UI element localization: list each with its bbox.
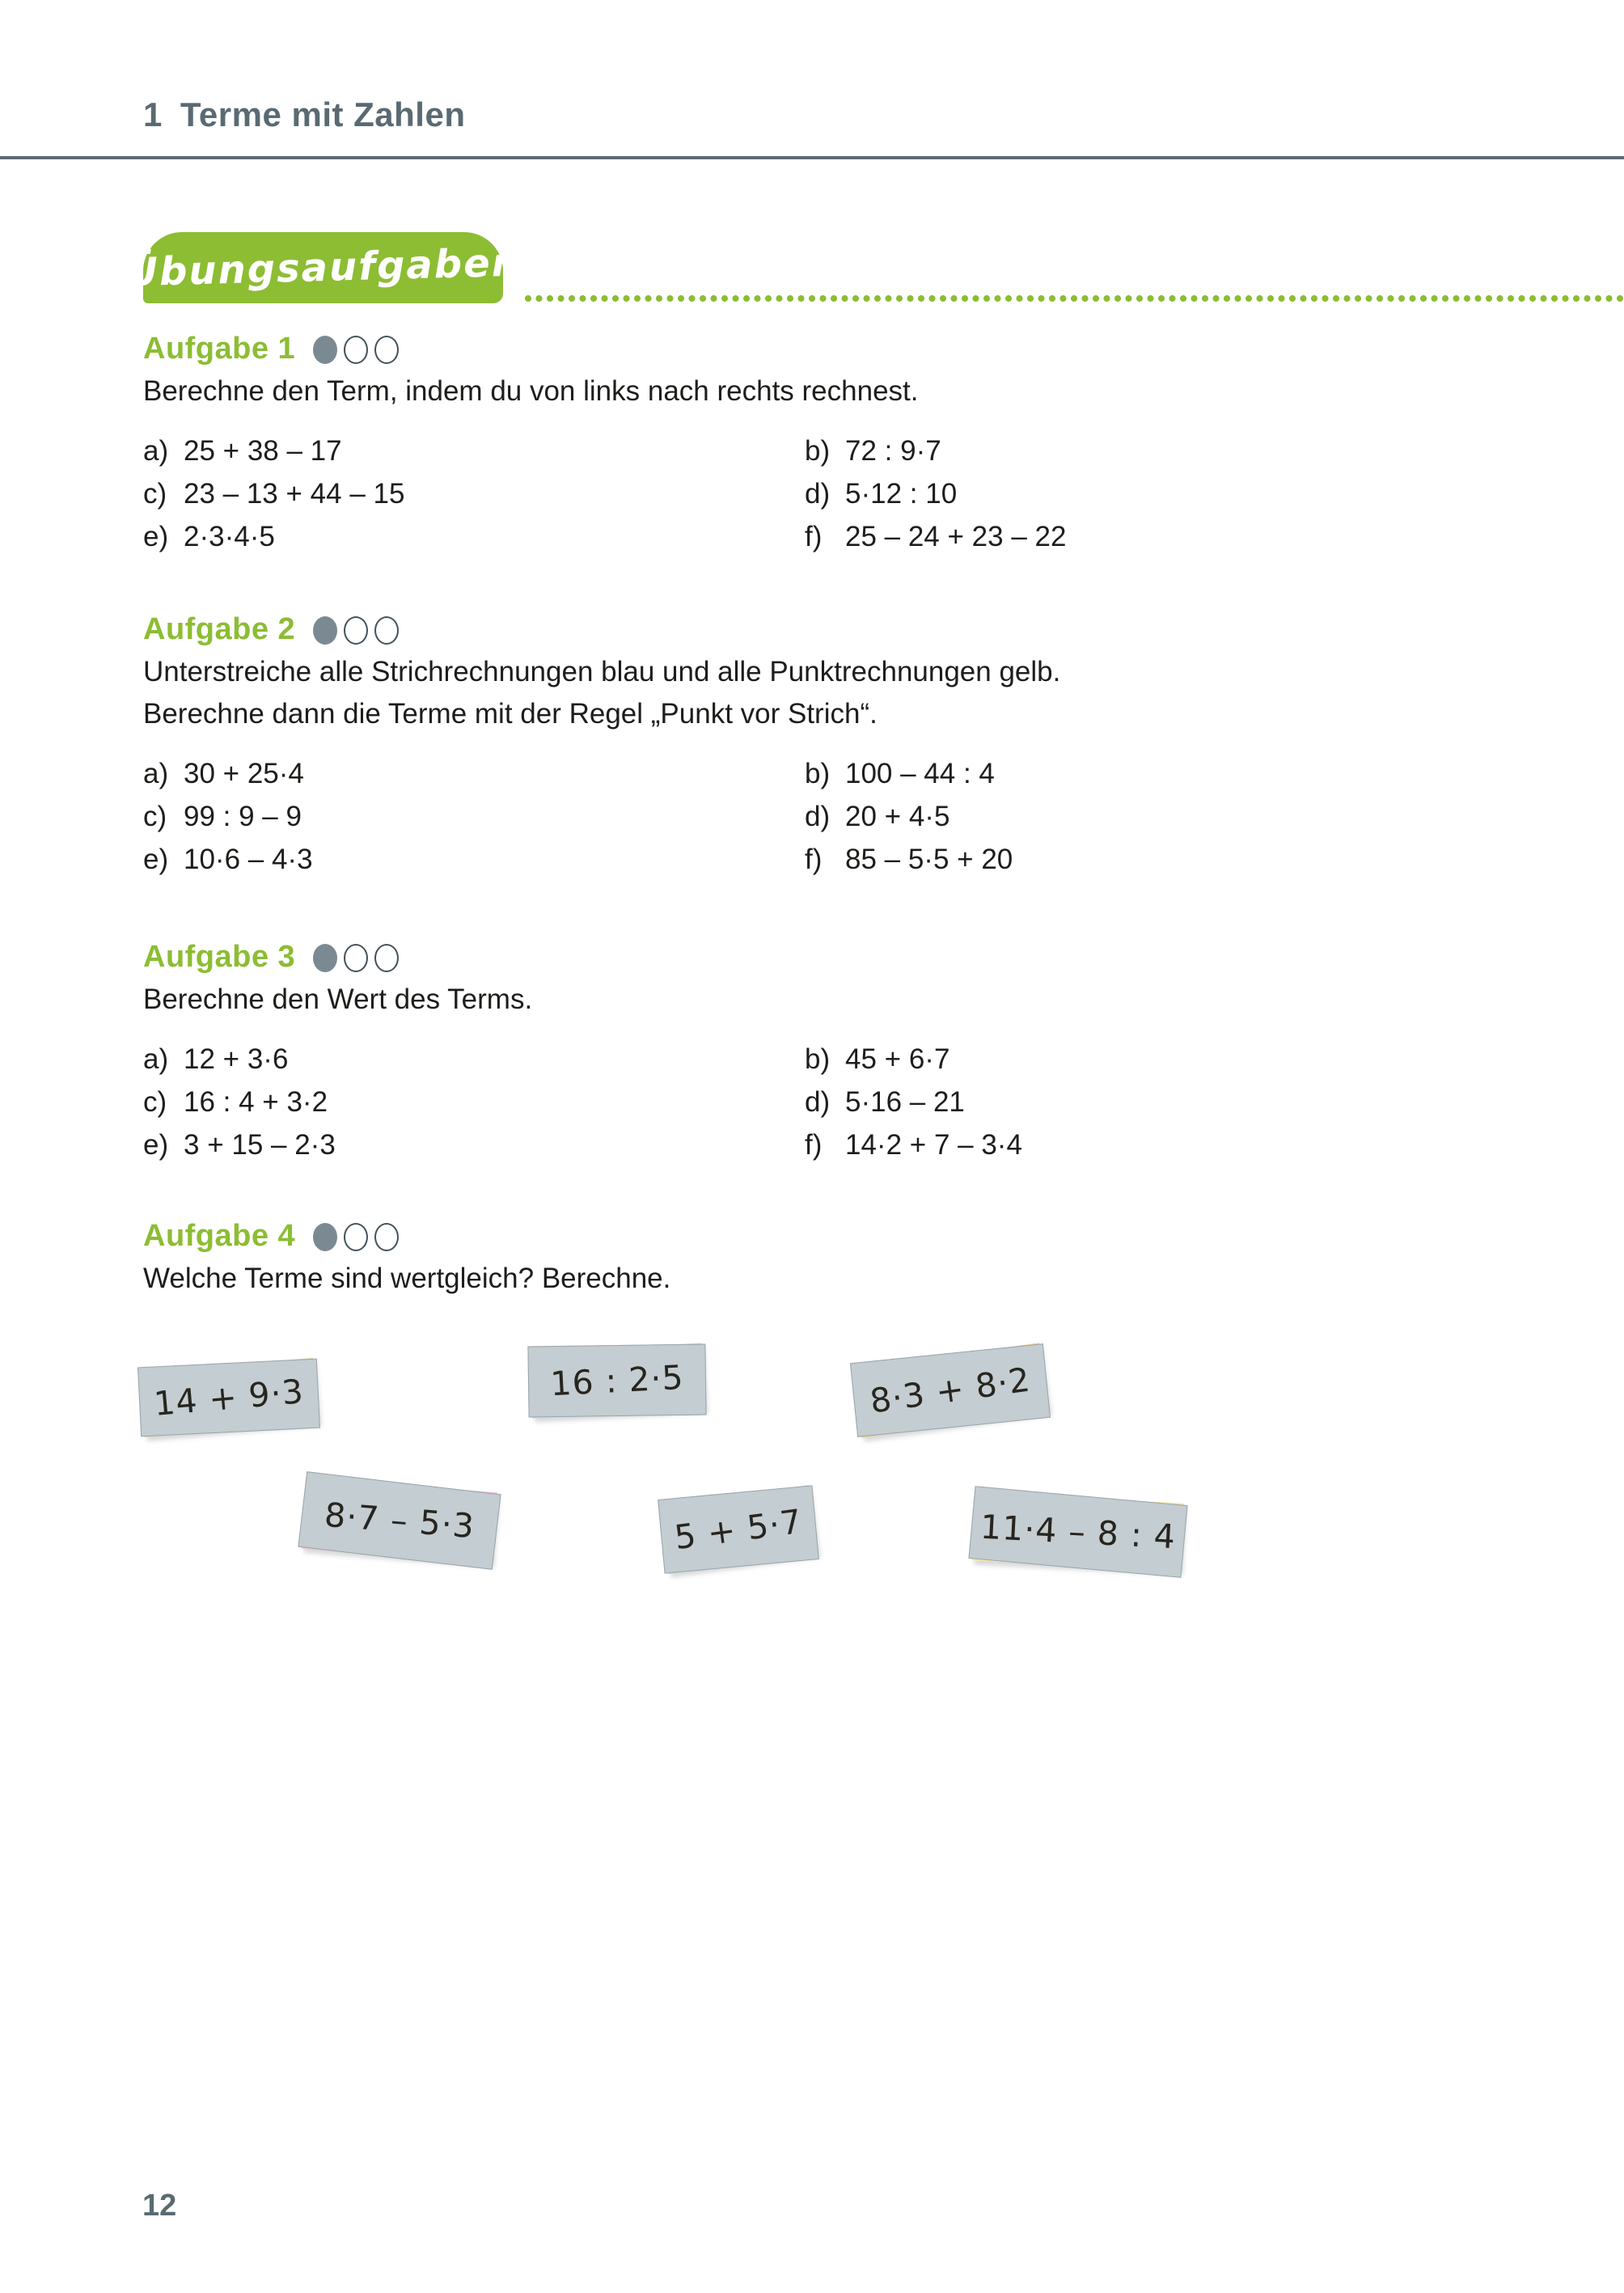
difficulty-rating	[307, 616, 399, 645]
item-expression: 85 – 5·5 + 20	[845, 844, 1013, 875]
item-expression: 2·3·4·5	[184, 521, 275, 552]
difficulty-circle	[374, 944, 399, 972]
task-item	[143, 437, 805, 465]
task-instruction: Berechne dann die Terme mit der Regel „Punkt vor Strich“.	[143, 698, 878, 730]
task-item	[805, 437, 1551, 465]
page-number: 12	[142, 2189, 177, 2223]
term-tile-purple: 5 + 5·7	[659, 1485, 818, 1574]
dotted-divider	[524, 294, 1624, 302]
item-expression: 25 – 24 + 23 – 22	[845, 521, 1067, 552]
item-expression: 25 + 38 – 17	[184, 435, 342, 467]
item-label: f)	[805, 1129, 823, 1161]
task-items	[143, 1045, 1551, 1159]
task-item	[143, 480, 805, 508]
item-label: c)	[143, 478, 167, 510]
task-item	[805, 759, 1551, 788]
item-expression: 5·16 – 21	[845, 1086, 965, 1118]
item-label: c)	[143, 1086, 167, 1118]
term-tile-blue: 16 : 2·5	[529, 1343, 705, 1418]
item-label: d)	[805, 478, 831, 510]
item-expression: 23 – 13 + 44 – 15	[184, 478, 405, 510]
difficulty-circle	[313, 944, 337, 972]
task-title: Aufgabe 1	[143, 331, 296, 366]
item-expression: 30 + 25·4	[184, 758, 304, 789]
item-expression: 16 : 4 + 3·2	[184, 1086, 328, 1118]
item-expression: 14·2 + 7 – 3·4	[845, 1129, 1022, 1161]
item-label: f)	[805, 844, 823, 875]
item-expression: 10·6 – 4·3	[184, 844, 313, 875]
task-head	[143, 330, 1551, 367]
difficulty-circle	[344, 944, 368, 972]
difficulty-rating	[307, 944, 399, 972]
task-instruction: Welche Terme sind wertgleich? Berechne.	[143, 1263, 671, 1294]
difficulty-circle	[344, 616, 368, 645]
uebungsaufgaben-badge	[125, 232, 522, 303]
task-head	[143, 1217, 1551, 1254]
term-tile-yellow: 11·4 – 8 : 4	[972, 1492, 1184, 1571]
task-items	[143, 759, 1551, 874]
task-instruction: Berechne den Wert des Terms.	[143, 984, 533, 1015]
task-instruction: Unterstreiche alle Strichrechnungen blau und alle Punktrechnungen gelb.	[143, 656, 1061, 687]
task-item	[805, 480, 1551, 508]
badge-label: Übungsaufgaben	[125, 239, 522, 296]
difficulty-rating	[307, 1223, 399, 1251]
task-item	[805, 522, 1551, 551]
task-item	[143, 1088, 805, 1116]
item-label: e)	[143, 844, 169, 875]
item-expression: 100 – 44 : 4	[845, 758, 995, 789]
term-tile-pink: 8·7 – 5·3	[302, 1478, 497, 1563]
task-item	[805, 845, 1551, 874]
difficulty-circle	[374, 1223, 399, 1251]
item-label: b)	[805, 435, 831, 467]
item-label: a)	[143, 435, 169, 467]
task-item	[805, 1088, 1551, 1116]
task-item	[805, 1131, 1551, 1159]
difficulty-circle	[344, 1223, 368, 1251]
item-expression: 3 + 15 – 2·3	[184, 1129, 336, 1161]
item-label: b)	[805, 1043, 831, 1075]
task-aufgabe-4	[143, 1217, 1551, 1300]
difficulty-circle	[313, 616, 337, 645]
task-head	[143, 611, 1551, 648]
item-expression: 12 + 3·6	[184, 1043, 289, 1075]
task-title: Aufgabe 2	[143, 611, 296, 646]
task-aufgabe-3	[143, 938, 1551, 1159]
task-item	[143, 1131, 805, 1159]
header-rule	[0, 156, 1624, 159]
task-item	[143, 845, 805, 874]
task-aufgabe-2	[143, 611, 1551, 874]
task-item	[143, 522, 805, 551]
chapter-number: 1	[143, 95, 163, 133]
difficulty-circle	[374, 336, 399, 364]
difficulty-circle	[313, 336, 337, 364]
item-label: e)	[143, 1129, 169, 1161]
difficulty-circle	[374, 616, 399, 645]
term-tile-orange: 8·3 + 8·2	[852, 1343, 1049, 1438]
item-expression: 20 + 4·5	[845, 801, 950, 832]
item-expression: 99 : 9 – 9	[184, 801, 302, 832]
task-item	[143, 1045, 805, 1073]
task-instruction: Berechne den Term, indem du von links nach rechts rechnest.	[143, 375, 919, 407]
item-label: a)	[143, 1043, 169, 1075]
chapter-title: Terme mit Zahlen	[180, 95, 466, 133]
difficulty-rating	[307, 336, 399, 364]
task-item	[805, 1045, 1551, 1073]
chapter-heading	[143, 95, 466, 134]
term-tile-green: 14 + 9·3	[139, 1358, 319, 1438]
task-title: Aufgabe 4	[143, 1218, 296, 1253]
item-expression: 45 + 6·7	[845, 1043, 950, 1075]
task-item	[143, 759, 805, 788]
item-label: c)	[143, 801, 167, 832]
task-head	[143, 938, 1551, 975]
task-item	[143, 802, 805, 831]
task-item	[805, 802, 1551, 831]
item-label: b)	[805, 758, 831, 789]
item-expression: 72 : 9·7	[845, 435, 941, 467]
item-label: f)	[805, 521, 823, 552]
item-label: e)	[143, 521, 169, 552]
difficulty-circle	[344, 336, 368, 364]
item-expression: 5·12 : 10	[845, 478, 958, 510]
item-label: a)	[143, 758, 169, 789]
task-title: Aufgabe 3	[143, 939, 296, 974]
task-items	[143, 437, 1551, 551]
item-label: d)	[805, 801, 831, 832]
item-label: d)	[805, 1086, 831, 1118]
task-aufgabe-1	[143, 330, 1551, 551]
difficulty-circle	[313, 1223, 337, 1251]
